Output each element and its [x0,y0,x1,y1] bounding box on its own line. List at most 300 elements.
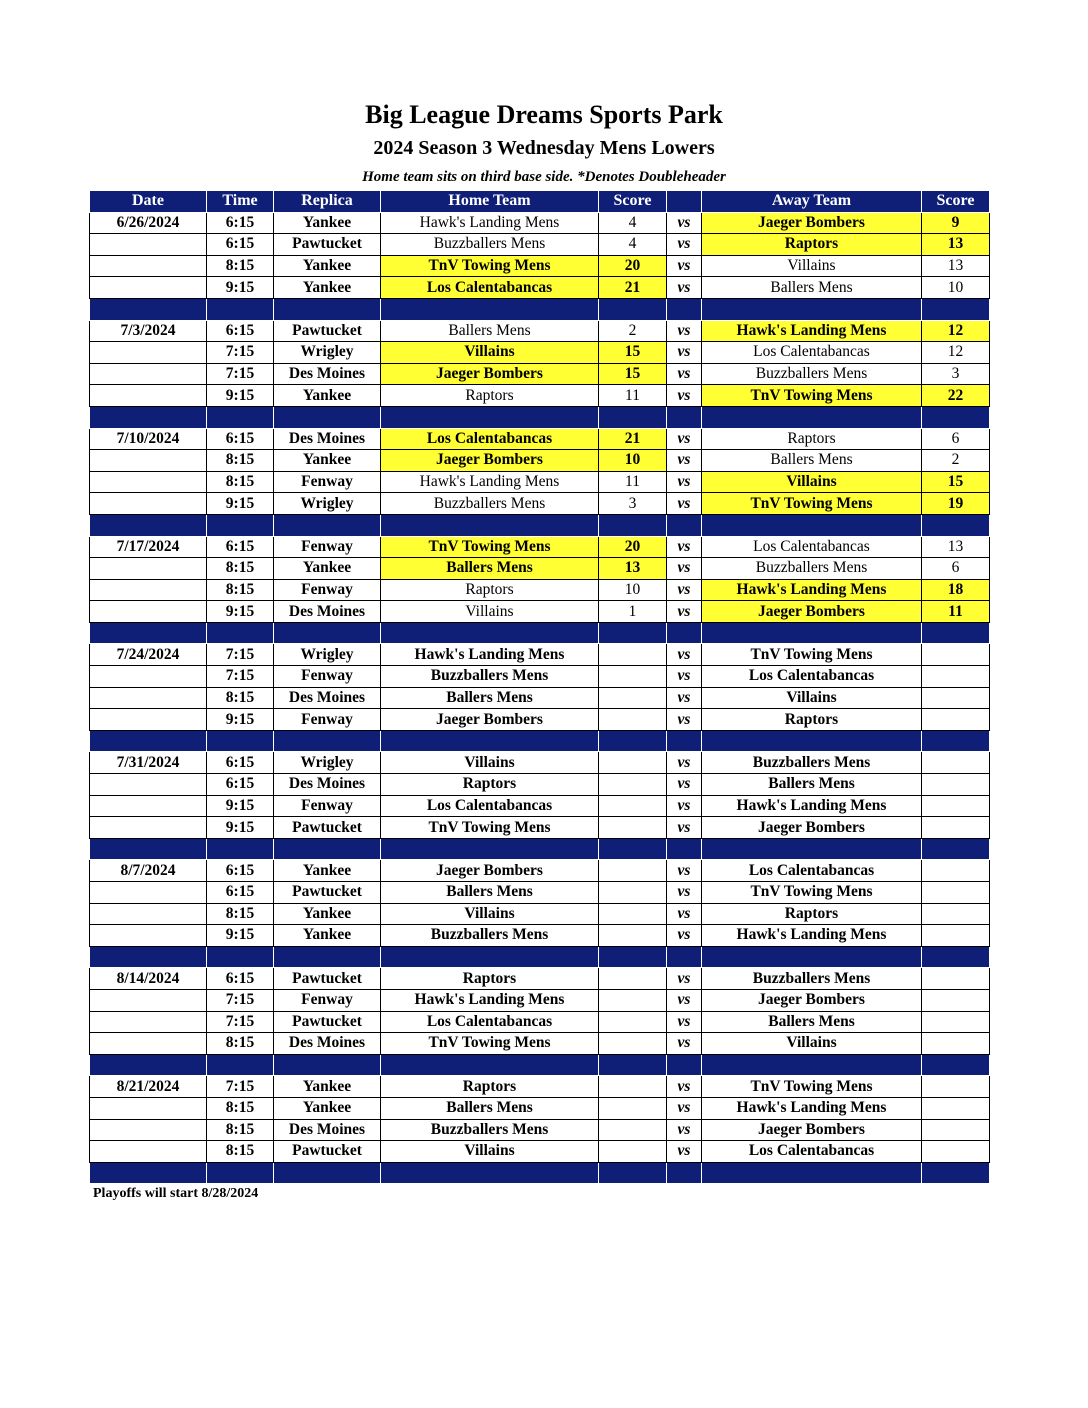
home-team: Ballers Mens [381,1097,599,1119]
away-score [922,687,990,709]
home-score: 3 [599,493,667,515]
separator-cell [207,1162,274,1184]
separator-cell [702,622,922,644]
game-row [90,860,990,882]
vs-label: vs [667,644,702,666]
home-team: TnV Towing Mens [381,1033,599,1055]
home-team: Villains [381,1141,599,1163]
separator-cell [207,1054,274,1076]
vs-label: vs [667,860,702,882]
game-row [90,1119,990,1141]
separator-cell [90,730,207,752]
vs-label: vs [667,579,702,601]
away-team: Ballers Mens [702,277,922,299]
vs-label: vs [667,752,702,774]
game-date [90,1097,207,1119]
away-team: Villains [702,255,922,277]
game-time: 7:15 [207,1011,274,1033]
game-time: 7:15 [207,1076,274,1098]
separator-cell [207,838,274,860]
home-team: Los Calentabancas [381,277,599,299]
away-team: Villains [702,471,922,493]
game-time: 6:15 [207,774,274,796]
vs-label: vs [667,450,702,472]
game-replica-field: Yankee [274,860,381,882]
game-date: 7/3/2024 [90,320,207,342]
separator-cell [90,406,207,428]
separator-cell [381,838,599,860]
separator-cell [667,946,702,968]
game-replica-field: Pawtucket [274,968,381,990]
game-row [90,989,990,1011]
game-replica-field: Des Moines [274,363,381,385]
away-score [922,1097,990,1119]
schedule-body [90,212,990,1184]
vs-label: vs [667,363,702,385]
vs-label: vs [667,342,702,364]
separator-cell [922,946,990,968]
home-score [599,903,667,925]
separator-cell [702,730,922,752]
away-score [922,989,990,1011]
game-row [90,493,990,515]
away-team: Buzzballers Mens [702,968,922,990]
game-replica-field: Fenway [274,471,381,493]
separator-cell [667,406,702,428]
home-team: Buzzballers Mens [381,1119,599,1141]
game-date: 7/24/2024 [90,644,207,666]
header-date: Date [90,191,207,213]
separator-cell [274,406,381,428]
vs-label: vs [667,687,702,709]
separator-cell [381,1054,599,1076]
page-title: Big League Dreams Sports Park [365,100,723,129]
game-date [90,795,207,817]
away-score: 6 [922,558,990,580]
game-date: 8/21/2024 [90,1076,207,1098]
separator-cell [90,1162,207,1184]
separator-cell [90,622,207,644]
home-score: 1 [599,601,667,623]
game-time: 9:15 [207,709,274,731]
home-score: 21 [599,428,667,450]
game-time: 8:15 [207,255,274,277]
game-date [90,255,207,277]
week-separator-row [90,730,990,752]
home-team: Hawk's Landing Mens [381,989,599,1011]
home-team: Raptors [381,579,599,601]
home-team: Raptors [381,774,599,796]
home-team: Jaeger Bombers [381,860,599,882]
separator-cell [702,406,922,428]
game-row [90,774,990,796]
away-team: Los Calentabancas [702,1141,922,1163]
game-time: 6:15 [207,752,274,774]
home-team: Buzzballers Mens [381,234,599,256]
game-row [90,363,990,385]
separator-cell [599,406,667,428]
game-date [90,450,207,472]
game-date [90,989,207,1011]
vs-label: vs [667,882,702,904]
game-date [90,1011,207,1033]
home-score [599,1033,667,1055]
separator-cell [922,298,990,320]
home-score [599,1119,667,1141]
home-team: Hawk's Landing Mens [381,644,599,666]
away-team: Buzzballers Mens [702,363,922,385]
separator-cell [207,406,274,428]
week-separator-row [90,1054,990,1076]
game-date [90,925,207,947]
away-team: Hawk's Landing Mens [702,925,922,947]
away-score: 22 [922,385,990,407]
game-time: 9:15 [207,601,274,623]
game-time: 8:15 [207,1141,274,1163]
away-score [922,968,990,990]
home-score [599,968,667,990]
game-replica-field: Pawtucket [274,1141,381,1163]
away-team: TnV Towing Mens [702,644,922,666]
game-date [90,601,207,623]
game-row [90,1141,990,1163]
away-score: 13 [922,536,990,558]
game-time: 7:15 [207,666,274,688]
separator-cell [274,838,381,860]
game-replica-field: Wrigley [274,493,381,515]
game-date [90,687,207,709]
game-date: 6/26/2024 [90,212,207,234]
game-replica-field: Pawtucket [274,817,381,839]
separator-cell [381,406,599,428]
game-time: 9:15 [207,385,274,407]
game-row [90,450,990,472]
separator-cell [381,946,599,968]
home-team: Ballers Mens [381,687,599,709]
home-team: Villains [381,601,599,623]
game-date [90,385,207,407]
separator-cell [274,730,381,752]
separator-cell [274,1054,381,1076]
vs-label: vs [667,320,702,342]
game-time: 8:15 [207,1033,274,1055]
game-time: 8:15 [207,687,274,709]
game-time: 6:15 [207,428,274,450]
away-score [922,1033,990,1055]
separator-cell [207,622,274,644]
game-time: 9:15 [207,277,274,299]
vs-label: vs [667,925,702,947]
home-score [599,795,667,817]
schedule-table [89,190,990,1184]
vs-label: vs [667,795,702,817]
game-time: 9:15 [207,925,274,947]
separator-cell [274,298,381,320]
away-score [922,644,990,666]
week-separator-row [90,946,990,968]
game-row [90,320,990,342]
vs-label: vs [667,989,702,1011]
separator-cell [922,622,990,644]
game-replica-field: Pawtucket [274,234,381,256]
game-date [90,471,207,493]
home-score [599,752,667,774]
header-time: Time [207,191,274,213]
game-replica-field: Yankee [274,925,381,947]
away-score: 9 [922,212,990,234]
home-score: 10 [599,450,667,472]
separator-cell [667,298,702,320]
away-team: Raptors [702,234,922,256]
home-team: Raptors [381,968,599,990]
home-score: 21 [599,277,667,299]
home-team: Raptors [381,385,599,407]
game-time: 6:15 [207,968,274,990]
vs-label: vs [667,493,702,515]
game-replica-field: Pawtucket [274,320,381,342]
game-time: 8:15 [207,1119,274,1141]
separator-cell [274,622,381,644]
away-team: Los Calentabancas [702,666,922,688]
game-date [90,277,207,299]
separator-cell [90,946,207,968]
home-team: TnV Towing Mens [381,817,599,839]
home-team: Buzzballers Mens [381,666,599,688]
away-team: TnV Towing Mens [702,385,922,407]
schedule-note: Home team sits on third base side. *Denotes Doubleheader [362,169,726,185]
game-time: 6:15 [207,860,274,882]
game-time: 7:15 [207,363,274,385]
separator-cell [922,730,990,752]
away-score [922,1119,990,1141]
home-team: Jaeger Bombers [381,363,599,385]
game-row [90,903,990,925]
vs-label: vs [667,817,702,839]
separator-cell [90,1054,207,1076]
away-score [922,795,990,817]
game-row [90,428,990,450]
game-date [90,493,207,515]
game-row [90,601,990,623]
game-row [90,709,990,731]
game-time: 6:15 [207,536,274,558]
vs-label: vs [667,1141,702,1163]
home-team: Buzzballers Mens [381,493,599,515]
away-score: 10 [922,277,990,299]
away-team: Buzzballers Mens [702,752,922,774]
away-score: 12 [922,342,990,364]
separator-cell [599,946,667,968]
vs-label: vs [667,428,702,450]
playoffs-note: Playoffs will start 8/28/2024 [93,1186,259,1201]
away-team: Villains [702,1033,922,1055]
game-replica-field: Des Moines [274,687,381,709]
game-replica-field: Yankee [274,1076,381,1098]
game-replica-field: Fenway [274,989,381,1011]
vs-label: vs [667,666,702,688]
separator-cell [702,1054,922,1076]
away-score [922,817,990,839]
away-score [922,1011,990,1033]
away-score: 15 [922,471,990,493]
game-replica-field: Des Moines [274,774,381,796]
game-row [90,1011,990,1033]
home-score [599,989,667,1011]
game-replica-field: Fenway [274,536,381,558]
game-time: 8:15 [207,903,274,925]
header-row [90,191,990,213]
game-replica-field: Pawtucket [274,882,381,904]
game-row [90,385,990,407]
vs-label: vs [667,471,702,493]
game-time: 9:15 [207,795,274,817]
vs-label: vs [667,277,702,299]
vs-label: vs [667,774,702,796]
header-away-score: Score [922,191,990,213]
home-score: 13 [599,558,667,580]
game-date: 7/31/2024 [90,752,207,774]
separator-cell [207,298,274,320]
game-replica-field: Pawtucket [274,1011,381,1033]
away-team: Hawk's Landing Mens [702,1097,922,1119]
away-team: Raptors [702,428,922,450]
game-replica-field: Fenway [274,795,381,817]
separator-cell [667,838,702,860]
home-score [599,882,667,904]
header-replica: Replica [274,191,381,213]
home-score [599,774,667,796]
vs-label: vs [667,903,702,925]
separator-cell [702,946,922,968]
game-date [90,1141,207,1163]
away-team: Buzzballers Mens [702,558,922,580]
away-team: Jaeger Bombers [702,817,922,839]
game-date: 8/7/2024 [90,860,207,882]
home-team: Los Calentabancas [381,795,599,817]
home-score [599,1011,667,1033]
away-score [922,860,990,882]
home-score [599,666,667,688]
separator-cell [599,514,667,536]
game-replica-field: Fenway [274,709,381,731]
home-score [599,1141,667,1163]
separator-cell [702,514,922,536]
home-team: Villains [381,342,599,364]
home-score [599,1097,667,1119]
game-date [90,666,207,688]
home-score: 4 [599,212,667,234]
game-replica-field: Des Moines [274,601,381,623]
separator-cell [599,730,667,752]
game-date [90,342,207,364]
vs-label: vs [667,536,702,558]
separator-cell [90,298,207,320]
separator-cell [381,514,599,536]
game-replica-field: Des Moines [274,428,381,450]
game-time: 6:15 [207,882,274,904]
separator-cell [599,1054,667,1076]
away-score: 2 [922,450,990,472]
game-row [90,644,990,666]
game-time: 8:15 [207,471,274,493]
game-date [90,903,207,925]
home-score: 11 [599,385,667,407]
game-time: 8:15 [207,558,274,580]
header-away-team: Away Team [702,191,922,213]
game-row [90,1097,990,1119]
home-team: Ballers Mens [381,882,599,904]
game-replica-field: Des Moines [274,1119,381,1141]
separator-cell [207,514,274,536]
header-vs [667,191,702,213]
game-row [90,925,990,947]
game-replica-field: Yankee [274,903,381,925]
home-score [599,644,667,666]
game-replica-field: Wrigley [274,752,381,774]
game-row [90,687,990,709]
separator-cell [702,298,922,320]
away-score [922,709,990,731]
week-separator-row [90,298,990,320]
separator-cell [381,1162,599,1184]
game-time: 6:15 [207,234,274,256]
separator-cell [667,730,702,752]
vs-label: vs [667,709,702,731]
game-row [90,968,990,990]
game-replica-field: Yankee [274,277,381,299]
away-team: TnV Towing Mens [702,493,922,515]
away-score: 13 [922,255,990,277]
separator-cell [381,298,599,320]
separator-cell [90,838,207,860]
separator-cell [274,1162,381,1184]
game-date [90,1033,207,1055]
away-score [922,882,990,904]
game-time: 7:15 [207,644,274,666]
away-score: 3 [922,363,990,385]
game-date [90,817,207,839]
week-separator-row [90,406,990,428]
home-team: Hawk's Landing Mens [381,471,599,493]
game-time: 8:15 [207,579,274,601]
home-team: Ballers Mens [381,558,599,580]
game-replica-field: Yankee [274,255,381,277]
home-score [599,709,667,731]
separator-cell [599,1162,667,1184]
game-row [90,471,990,493]
vs-label: vs [667,1097,702,1119]
separator-cell [381,622,599,644]
game-date [90,579,207,601]
away-team: Jaeger Bombers [702,1119,922,1141]
game-row [90,536,990,558]
separator-cell [922,1162,990,1184]
away-team: Ballers Mens [702,1011,922,1033]
game-replica-field: Des Moines [274,1033,381,1055]
vs-label: vs [667,234,702,256]
game-replica-field: Wrigley [274,342,381,364]
separator-cell [922,514,990,536]
home-score: 20 [599,536,667,558]
separator-cell [599,622,667,644]
vs-label: vs [667,1119,702,1141]
header-home-score: Score [599,191,667,213]
away-team: Ballers Mens [702,774,922,796]
game-row [90,795,990,817]
game-time: 7:15 [207,989,274,1011]
home-score [599,860,667,882]
game-time: 6:15 [207,320,274,342]
